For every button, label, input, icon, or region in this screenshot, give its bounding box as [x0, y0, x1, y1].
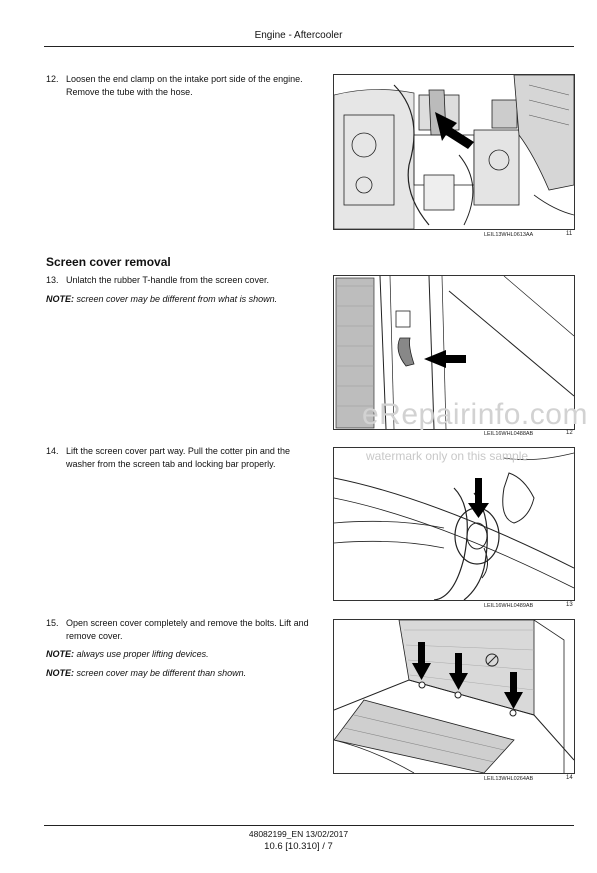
figure-code: LEIL16WHL0488AB	[484, 431, 534, 437]
engine-illustration	[334, 75, 574, 229]
step-14	[46, 445, 316, 470]
figure-number: 12	[566, 430, 573, 436]
note-text: screen cover may be different from what is shown.	[76, 294, 278, 304]
note-text: always use proper lifting devices.	[76, 649, 209, 659]
step-12	[46, 73, 316, 98]
step-number: 14.	[46, 446, 59, 456]
step-number: 12.	[46, 74, 59, 84]
step-text: Loosen the end clamp on the intake port side of the engine. Remove the tube with the hose.	[66, 74, 303, 97]
note-text: screen cover may be different than shown.	[76, 668, 247, 678]
note	[46, 293, 321, 305]
figure-14-screen-bolts-photo	[333, 619, 575, 774]
footer-rule	[44, 825, 574, 826]
step-13	[46, 274, 316, 287]
note	[46, 667, 321, 679]
figure-code: LEIL13WHL0264AB	[484, 776, 534, 782]
note-label: NOTE:	[46, 294, 74, 304]
note	[46, 648, 321, 660]
figure-number: 13	[566, 602, 573, 608]
figure-number: 14	[566, 775, 573, 781]
section-heading: Screen cover removal	[46, 255, 171, 269]
step-text: Open screen cover completely and remove the bolts. Lift and remove cover.	[66, 618, 309, 641]
footer-doc-id: 48082199_EN 13/02/2017	[248, 829, 349, 839]
page-header: Engine - Aftercooler	[254, 30, 343, 41]
step-15	[46, 617, 316, 642]
footer-page-number: 10.6 [10.310] / 7	[264, 841, 333, 852]
step-text: Unlatch the rubber T-handle from the screen cover.	[66, 275, 269, 285]
figure-code: LEIL16WHL0489AB	[484, 603, 534, 609]
watermark-site: eRepairinfo.com	[362, 398, 588, 431]
screen-cover-bolts-illustration	[334, 620, 574, 773]
step-number: 13.	[46, 275, 59, 285]
figure-11-engine-intake-photo	[333, 74, 575, 230]
step-text: Lift the screen cover part way. Pull the cotter pin and the washer from the screen tab and locking bar properly.	[66, 446, 290, 469]
figure-number: 11	[566, 231, 573, 237]
figure-13-cotter-pin-photo	[333, 447, 575, 601]
header-rule	[44, 46, 574, 47]
note-label: NOTE:	[46, 649, 74, 659]
callout-arrow	[424, 350, 466, 368]
cotter-pin-illustration	[334, 448, 574, 600]
callout-arrow	[468, 478, 489, 518]
watermark-sample: watermark only on this sample	[366, 449, 529, 463]
note-label: NOTE:	[46, 668, 74, 678]
step-number: 15.	[46, 618, 59, 628]
figure-code: LEIL13WHL0613AA	[484, 232, 534, 238]
